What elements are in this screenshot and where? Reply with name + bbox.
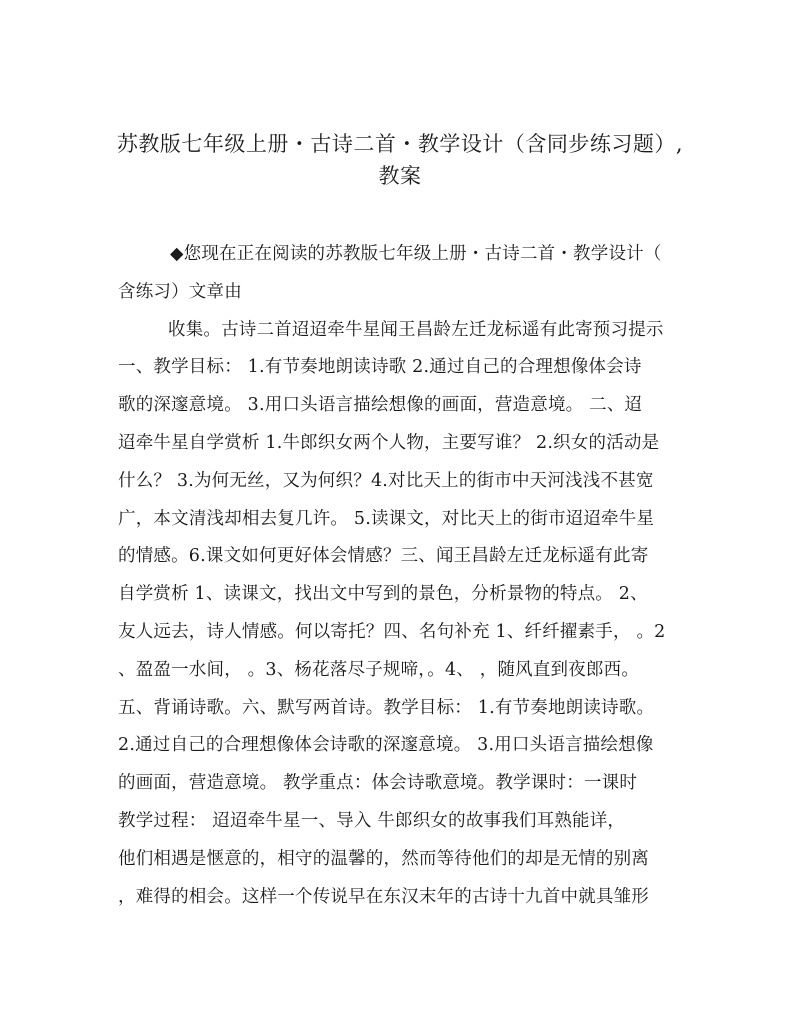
body-line: 教学过程： 迢迢牵牛星一、导入 牛郎织女的故事我们耳熟能详， xyxy=(118,810,626,831)
body-line: 迢牵牛星自学赏析 1.牛郎织女两个人物，主要写谁？ 2.织女的活动是 xyxy=(118,432,660,453)
title-line-1: 苏教版七年级上册・古诗二首・教学设计（含同步练习题）, xyxy=(116,132,684,156)
body-line: 收集。古诗二首迢迢牵牛星闻王昌龄左迁龙标遥有此寄预习提示 xyxy=(168,319,664,340)
body-line: 广，本文清浅却相去复几许。 5.读课文，对比天上的街市迢迢牵牛星 xyxy=(118,508,655,529)
body-line: 什么？ 3.为何无丝，又为何织？4.对比天上的街市中天河浅浅不甚宽 xyxy=(118,470,654,491)
body-line: 、盈盈一水间， 。3、杨花落尽子规啼，。4、 ，随风直到夜郎西。 xyxy=(118,659,640,680)
body-line: ◆您现在正在阅读的苏教版七年级上册・古诗二首・教学设计（ xyxy=(170,244,662,264)
document-body xyxy=(118,236,688,916)
title-line-2: 教案 xyxy=(378,164,422,188)
body-line: 歌的深邃意境。 3.用口头语言描绘想像的画面，营造意境。 二、迢 xyxy=(118,395,643,416)
body-line: 2.通过自己的合理想像体会诗歌的深邃意境。 3.用口头语言描绘想像 xyxy=(118,735,654,756)
body-line: 友人远去，诗人情感。何以寄托？四、名句补充 1、纤纤擢素手， 。2 xyxy=(118,621,666,642)
body-line: 五、背诵诗歌。六、默写两首诗。教学目标： 1.有节奏地朗读诗歌。 xyxy=(118,697,655,718)
body-line: 含练习）文章由 xyxy=(118,281,242,302)
document-title xyxy=(100,128,700,192)
body-line: 自学赏析 1、读课文，找出文中写到的景色，分析景物的特点。 2、 xyxy=(118,584,648,605)
body-line: 的情感。6.课文如何更好体会情感？三、闻王昌龄左迁龙标遥有此寄 xyxy=(118,546,649,567)
body-line: 一、教学目标： 1.有节奏地朗读诗歌 2.通过自己的合理想像体会诗 xyxy=(118,357,642,378)
body-line: 他们相遇是惬意的，相守的温馨的，然而等待他们的却是无情的别离 xyxy=(118,848,649,869)
body-line: 的画面，营造意境。 教学重点：体会诗歌意境。教学课时：一课时 xyxy=(118,773,638,794)
body-line: ，难得的相会。这样一个传说早在东汉末年的古诗十九首中就具雏形 xyxy=(118,886,649,907)
